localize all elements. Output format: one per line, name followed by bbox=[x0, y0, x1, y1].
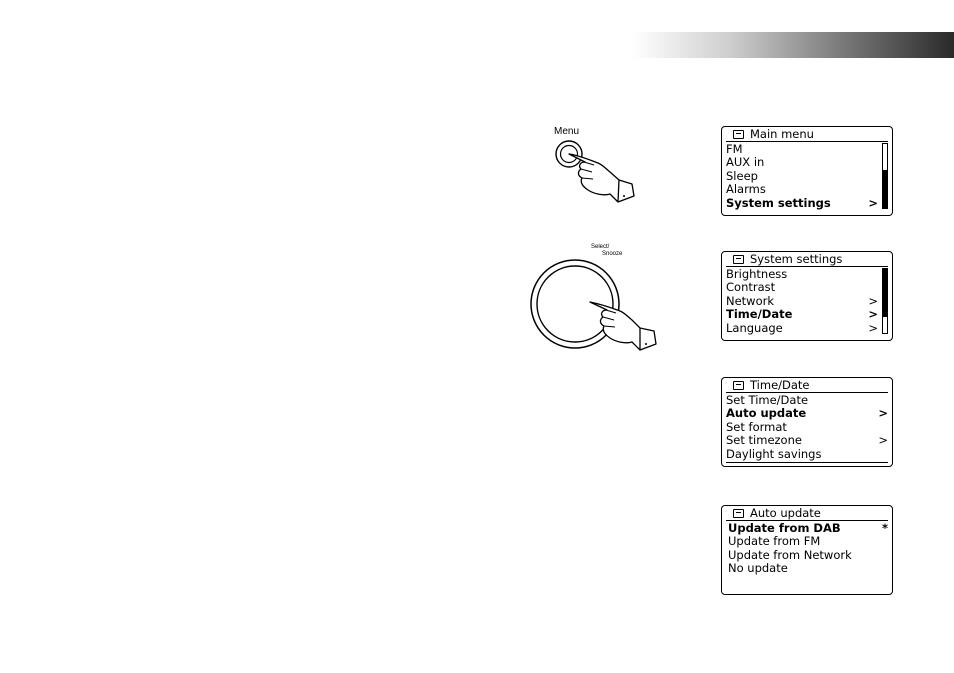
lcd-scrollbar bbox=[882, 143, 888, 209]
lcd-main-menu bbox=[721, 126, 893, 216]
menu-list-icon bbox=[733, 381, 744, 390]
menu-item-network[interactable]: Network > bbox=[726, 293, 878, 308]
chevron-right-icon: > bbox=[868, 195, 878, 210]
chevron-right-icon: > bbox=[868, 293, 878, 308]
chevron-right-icon: > bbox=[878, 433, 888, 448]
lcd-title: System settings bbox=[750, 251, 843, 266]
menu-item-alarms[interactable]: Alarms bbox=[726, 182, 766, 197]
menu-item-update-from-fm[interactable]: Update from FM bbox=[728, 534, 821, 549]
menu-list-icon bbox=[733, 509, 744, 518]
menu-item-daylight-savings[interactable]: Daylight savings bbox=[726, 446, 822, 461]
menu-button-label: Menu bbox=[554, 126, 580, 137]
lcd-title: Main menu bbox=[750, 126, 814, 141]
menu-item-auto-update[interactable]: Auto update > bbox=[726, 406, 888, 421]
menu-item-update-from-network[interactable]: Update from Network bbox=[728, 547, 852, 562]
menu-item-language[interactable]: Language > bbox=[726, 320, 878, 335]
lcd-scroll-thumb bbox=[883, 269, 887, 317]
lcd-title: Time/Date bbox=[750, 377, 810, 392]
select-snooze-label-line1: Select/ bbox=[591, 244, 610, 250]
menu-item-time-date[interactable]: Time/Date > bbox=[726, 307, 878, 322]
select-snooze-label-line2: Snooze bbox=[602, 251, 623, 257]
lcd-scroll-thumb bbox=[883, 170, 887, 208]
menu-item-sleep[interactable]: Sleep bbox=[726, 168, 758, 183]
chevron-right-icon: > bbox=[878, 406, 888, 421]
lcd-title-bar bbox=[726, 507, 888, 521]
menu-item-contrast[interactable]: Contrast bbox=[726, 280, 776, 295]
lcd-system-settings bbox=[721, 251, 893, 341]
header-gradient-bar bbox=[632, 32, 954, 58]
menu-item-set-timezone[interactable]: Set timezone > bbox=[726, 433, 888, 448]
select-knob-press-icon bbox=[528, 258, 668, 358]
lcd-time-date bbox=[721, 377, 893, 467]
menu-item-no-update[interactable]: No update bbox=[728, 561, 788, 576]
lcd-title: Auto update bbox=[750, 505, 821, 520]
menu-button-press-icon bbox=[548, 138, 638, 206]
lcd-title-bar bbox=[726, 128, 888, 142]
lcd-title-bar bbox=[726, 379, 888, 393]
menu-list-icon bbox=[733, 130, 744, 139]
menu-list-icon bbox=[733, 255, 744, 264]
chevron-right-icon: > bbox=[868, 307, 878, 322]
selected-asterisk-icon: * bbox=[881, 521, 888, 535]
menu-item-fm[interactable]: FM bbox=[726, 142, 743, 156]
menu-item-set-format[interactable]: Set format bbox=[726, 419, 787, 434]
menu-item-aux-in[interactable]: AUX in bbox=[726, 155, 765, 170]
lcd-auto-update bbox=[721, 505, 893, 595]
menu-item-system-settings[interactable]: System settings > bbox=[726, 195, 878, 210]
lcd-scrollbar bbox=[882, 268, 888, 334]
lcd-bottom-divider bbox=[726, 462, 888, 463]
chevron-right-icon: > bbox=[868, 320, 878, 335]
menu-item-set-time-date[interactable]: Set Time/Date bbox=[726, 393, 809, 407]
menu-item-brightness[interactable]: Brightness bbox=[726, 267, 788, 281]
menu-item-update-from-dab[interactable]: Update from DAB * bbox=[728, 521, 888, 535]
lcd-title-bar bbox=[726, 253, 888, 267]
